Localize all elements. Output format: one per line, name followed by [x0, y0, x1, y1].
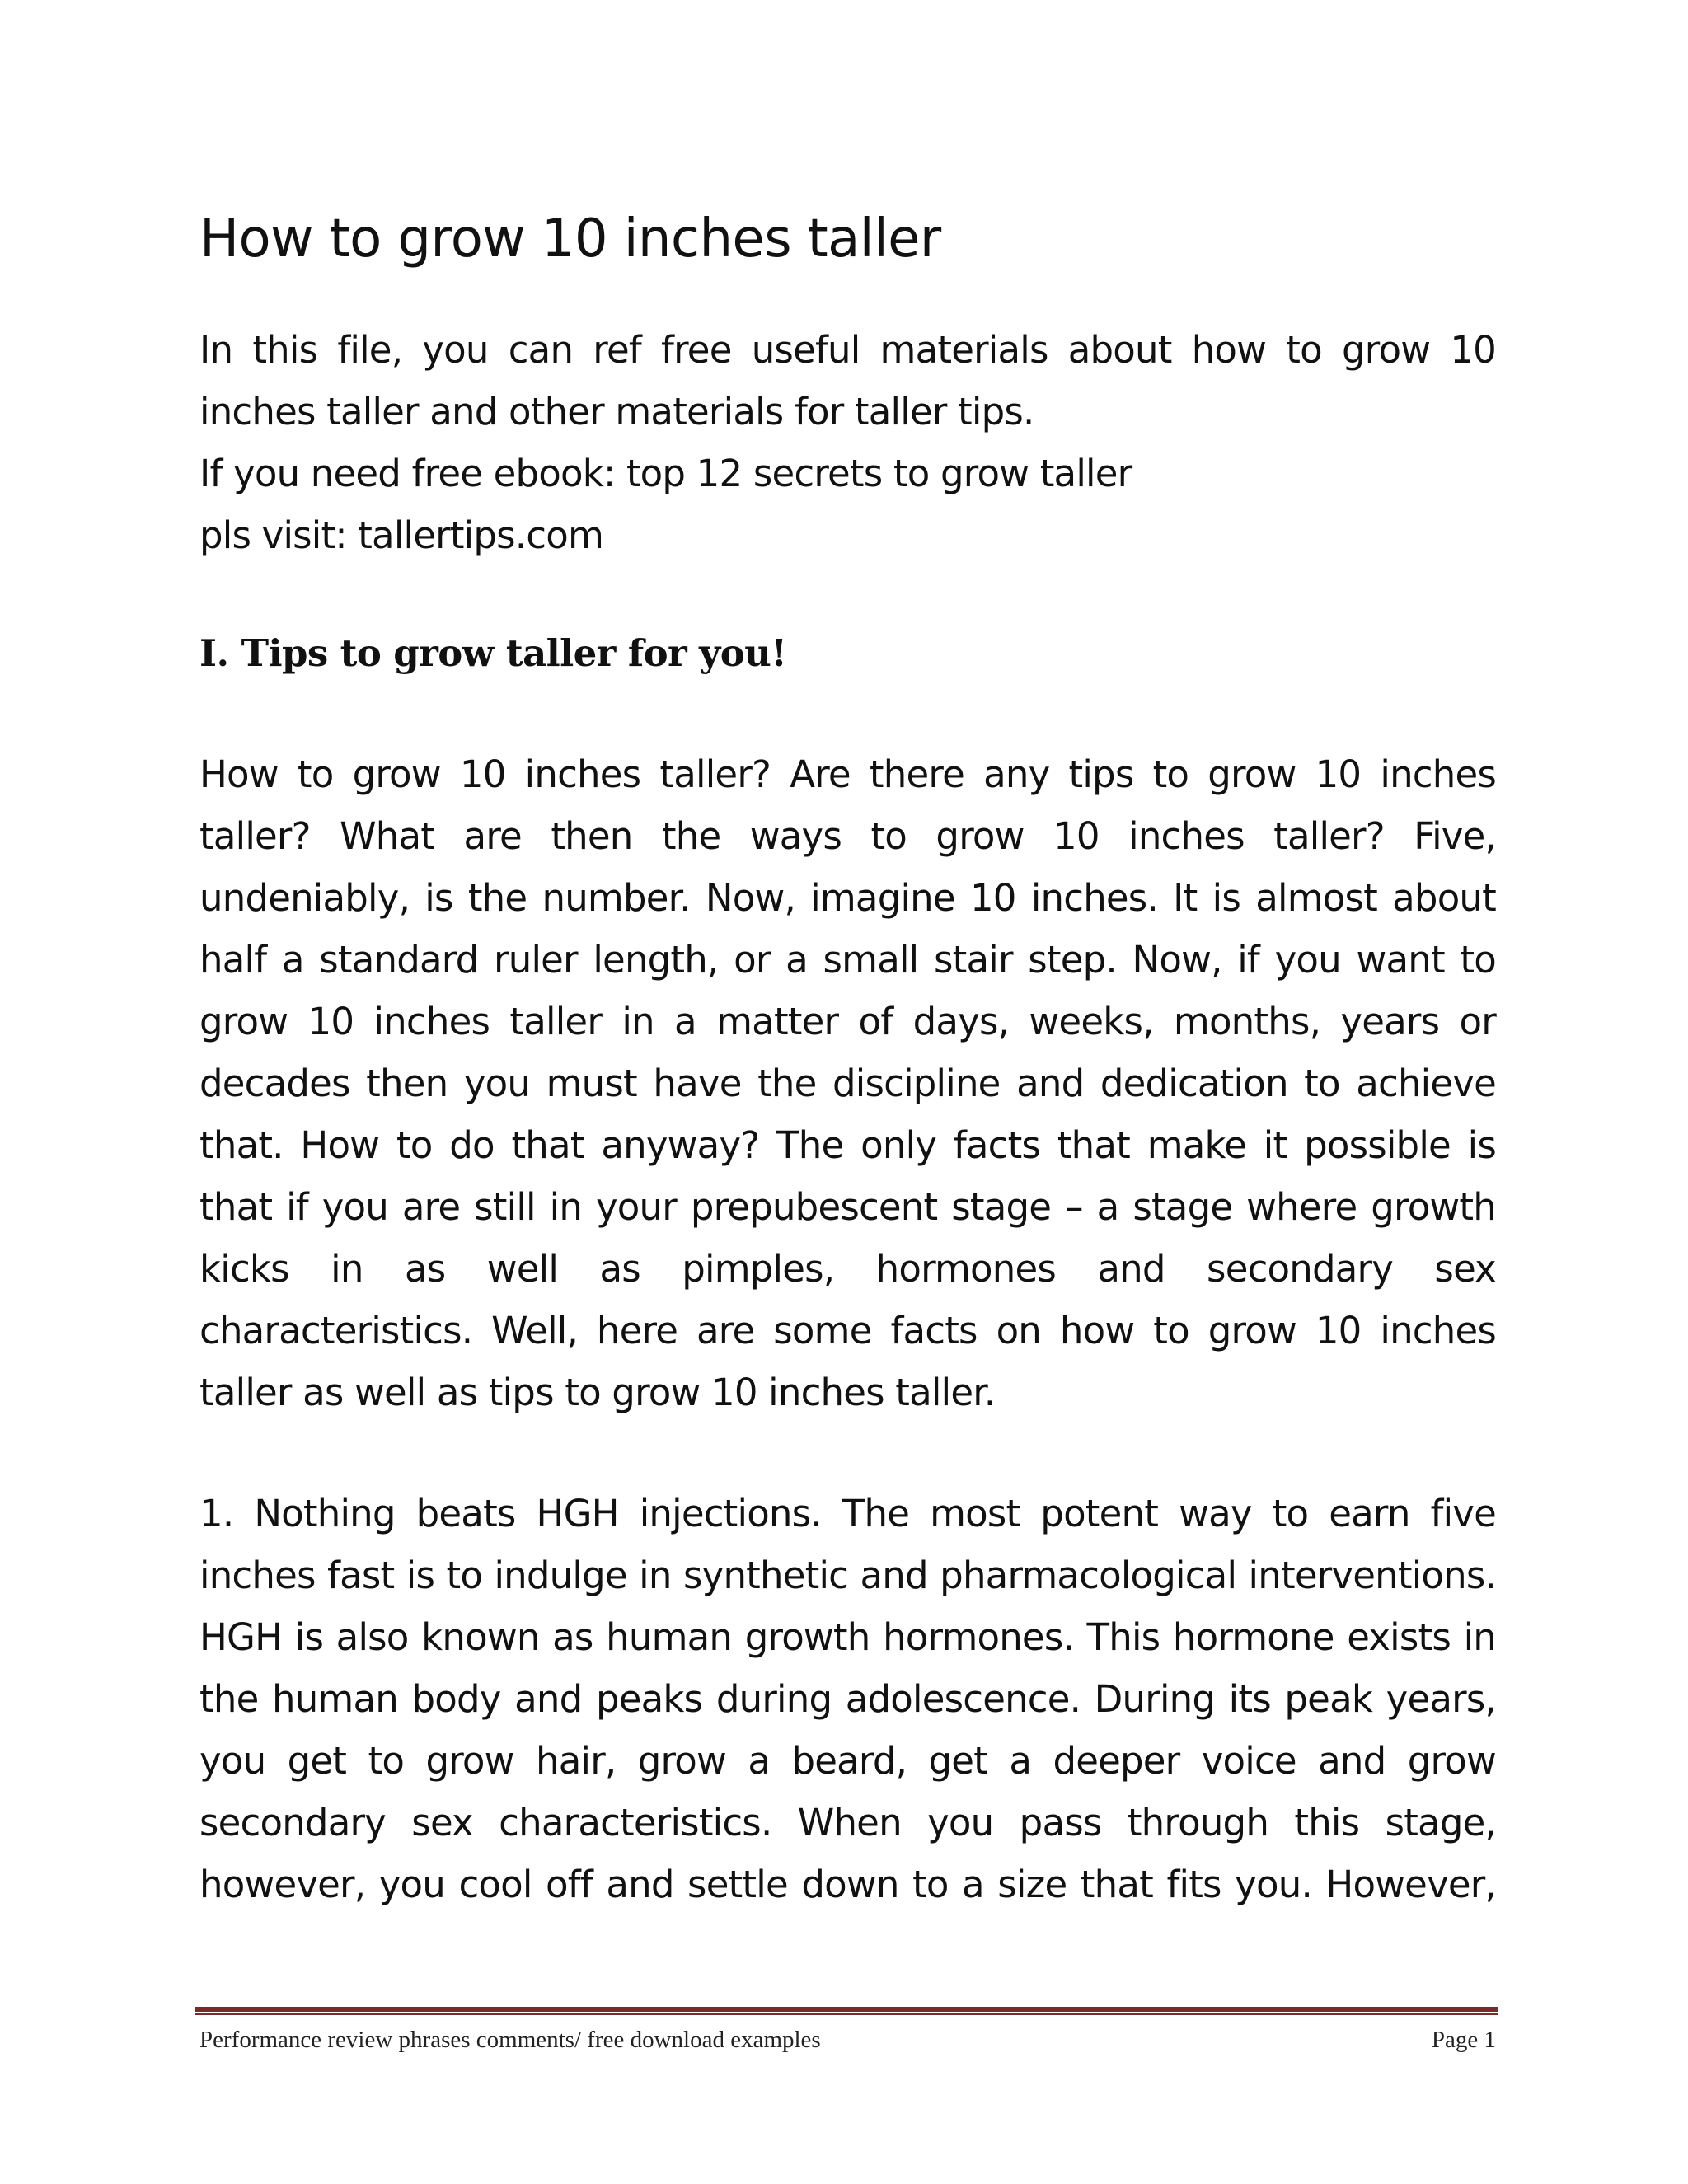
paragraph-intro: How to grow 10 inches taller? Are there any tips to grow 10 inches taller? What are then the ways to grow 10 inches taller? Five, undeniably, is the number. Now, imagine 10 inches. It is almost about half a standard ruler length, or a small stair step. Now, if you want to grow 10 inches taller in a matter of days, weeks, months, years or decades then you must have the discipline and dedication to achieve that. How to do that anyway? The only facts that make it possible is that if you are still in your prepubescent stage – a stage where growth kicks in as well as pimples, hormones and secondary sex characteristics. Well, here are some facts on how to grow 10 inches taller as well as tips to grow 10 inches taller. — [199, 752, 1496, 1414]
footer-rule-thick — [195, 2007, 1498, 2012]
footer-rule-thin — [195, 2013, 1498, 2015]
page-content — [199, 202, 1496, 1915]
intro-line-2: If you need free ebook: top 12 secrets to grow taller — [199, 452, 1132, 495]
section-heading: I. Tips to grow taller for you! — [199, 631, 787, 675]
intro-line-3: pls visit: tallertips.com — [199, 513, 603, 557]
page-number: Page 1 — [1431, 2027, 1496, 2053]
document-title: How to grow 10 inches taller — [199, 209, 941, 269]
intro-block — [199, 319, 1496, 566]
footer-rule — [195, 2007, 1498, 2015]
page-footer — [199, 2019, 1496, 2060]
paragraph-hgh: 1. Nothing beats HGH injections. The most potent way to earn five inches fast is to indulge in synthetic and pharmacological interventions. HGH is also known as human growth hormones. This hormone exists in the human body and peaks during adolescence. During its peak years, you get to grow hair, grow a beard, get a deeper voice and grow secondary sex characteristics. When you pass through this stage, however, you cool off and settle down to a size that fits you. However, — [199, 1492, 1496, 1906]
intro-line-1: In this file, you can ref free useful materials about how to grow 10 inches taller and other materials for taller tips. — [199, 328, 1496, 434]
footer-text: Performance review phrases comments/ free download examples — [199, 2027, 821, 2053]
